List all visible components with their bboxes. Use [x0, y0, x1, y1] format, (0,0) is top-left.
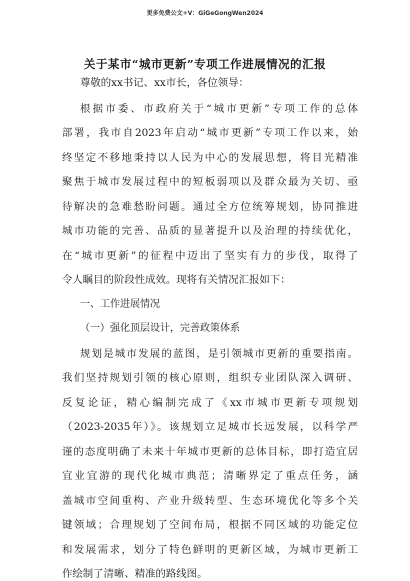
- paragraph-line: 令人瞩目的阶段性成效。现将有关情况汇报如下：: [62, 274, 291, 286]
- paragraph-line: 规划是城市发展的蓝图，是引领城市更新的重要指南。: [80, 348, 358, 360]
- paragraph-line: 和发展需求，划分了特色鲜明的更新区域，为城市更新工: [62, 544, 358, 556]
- paragraph-line: 在“城市更新”的征程中迈出了坚实有力的步伐，取得了: [62, 250, 358, 262]
- paragraph-line: 待解决的急难愁盼问题。通过全方位统筹规划，协同推进: [62, 201, 358, 213]
- subsection-heading: （一）强化顶层设计，完善政策体系: [80, 323, 240, 334]
- paragraph-line: 反复论证，精心编制完成了《xx市城市更新专项规划: [62, 397, 358, 409]
- section-heading: 一、工作进展情况: [80, 299, 160, 310]
- document-title: 关于某市“城市更新”专项工作进展情况的汇报: [83, 57, 327, 71]
- paragraph-line: （2023-2035年）》。该规划立足城市长远发展，以科学严: [62, 421, 358, 433]
- paragraph-line: 聚焦于城市发展过程中的短板弱项以及群众最为关切、亟: [62, 176, 358, 188]
- paragraph-line: 我们坚持规划引领的核心原则，组织专业团队深入调研、: [62, 372, 358, 384]
- header-note: 更多免费公文+V：GiGeGongWen2024: [146, 10, 264, 17]
- salutation: 尊敬的xx书记、xx市长，各位领导：: [80, 77, 249, 89]
- paragraph-line: 城市功能的完善、品质的显著提升以及治理的持续优化，: [62, 225, 358, 237]
- paragraph-line: 盖城市空间重构、产业升级转型、生态环境优化等多个关: [62, 495, 358, 507]
- paragraph-line: 根据市委、市政府关于“城市更新”专项工作的总体: [80, 103, 358, 115]
- paragraph-line: 部署，我市自2023年启动“城市更新”专项工作以来，始: [62, 127, 358, 139]
- paragraph-line: 作绘制了清晰、精准的路线图。: [62, 568, 208, 580]
- paragraph-line: 终坚定不移地秉持以人民为中心的发展思想，将目光精准: [62, 152, 358, 164]
- paragraph-line: 谨的态度明确了未来十年城市更新的总体目标，即打造宜居: [62, 446, 358, 458]
- paragraph-line: 键领域；合理规划了空间布局，根据不同区域的功能定位: [62, 519, 358, 531]
- paragraph-line: 宜业宜游的现代化城市典范；清晰界定了重点任务，涵: [62, 470, 358, 482]
